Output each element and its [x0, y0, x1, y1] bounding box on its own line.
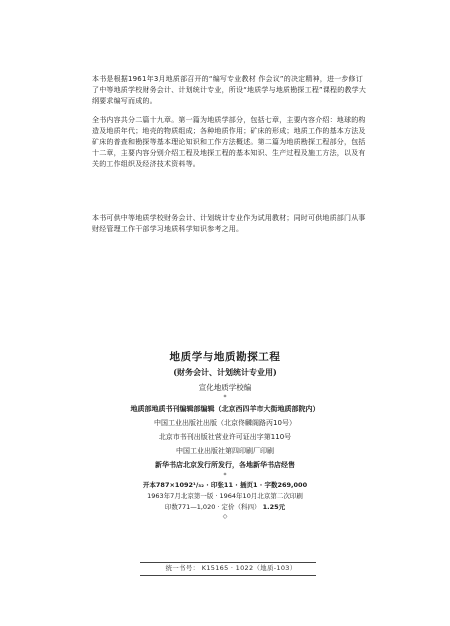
unified-book-number: 统一书号： K15165 · 1022（地质-103）	[165, 564, 297, 572]
book-subtitle: (财务会计、计划统计专业用)	[173, 367, 277, 377]
preface-paragraph-1: 本书是根据1961年3月地质部召开的“编写专业教材 作会议”的决定精神，进一步修订了中等地质学校财务会计、计划统计专业，所设“地质学与地质勘探工程”课程的教学大纲要求编写而成的。	[92, 75, 367, 105]
book-title: 地质学与地质勘探工程	[169, 351, 281, 363]
bottom-rule	[140, 575, 316, 576]
price-value: 1.25元	[262, 503, 286, 511]
separator-star-1: *	[223, 394, 227, 401]
printer-line: 中国工业出版社第四印刷厂印刷	[176, 447, 274, 455]
publisher-line: 中国工业出版社出版（北京佟麟阁路丙10号）	[154, 419, 296, 427]
preface-paragraph-3: 本书可供中等地质学校财务会计、计划统计专业作为试用教材；同时可供地质部门从事财经管理工作干部学习地质科学知识参考之用。	[92, 214, 366, 233]
preface-paragraph-2: 全书内容共分二篇十九章。第一篇为地质学部分，包括七章，主要内容介绍：地球的构造及地质年代；地壳的物质组成；各种地质作用；矿床的形成；地质工作的基本方法及矿床的普查和勘探等基本理论知识和工作方法概述。第二篇为地质勘探工程部分，包括十二章，主要内容分别介绍工程及地探工程的基本知识、生产过程及施工方法，以及有关的工作组织及经济技术资料等。	[92, 116, 366, 168]
edition-line: 1963年7月北京第一版 · 1964年10月北京第二次印刷	[147, 492, 303, 500]
license-line: 北京市书刊出版社营业许可证出字第110号	[158, 433, 292, 441]
publisher-editorial-line: 地质部地质书刊编辑部编辑（北京西四羊市大街地质部院内）	[130, 405, 320, 413]
separator-diamond: ◇	[222, 513, 228, 520]
separator-star-2: *	[223, 472, 227, 479]
print-run-text: 印数771—1,020 · 定价（科四）	[164, 503, 261, 511]
format-specs-line: 开本787×1092¹/₃₂ · 印张11 · 插页1 · 字数269,000	[142, 481, 308, 489]
distributor-line: 新华书店北京发行所发行，各地新华书店经售	[155, 461, 295, 469]
editor-line: 宣化地质学校编	[198, 383, 252, 392]
print-run-line	[80, 502, 370, 513]
colophon	[80, 350, 370, 521]
